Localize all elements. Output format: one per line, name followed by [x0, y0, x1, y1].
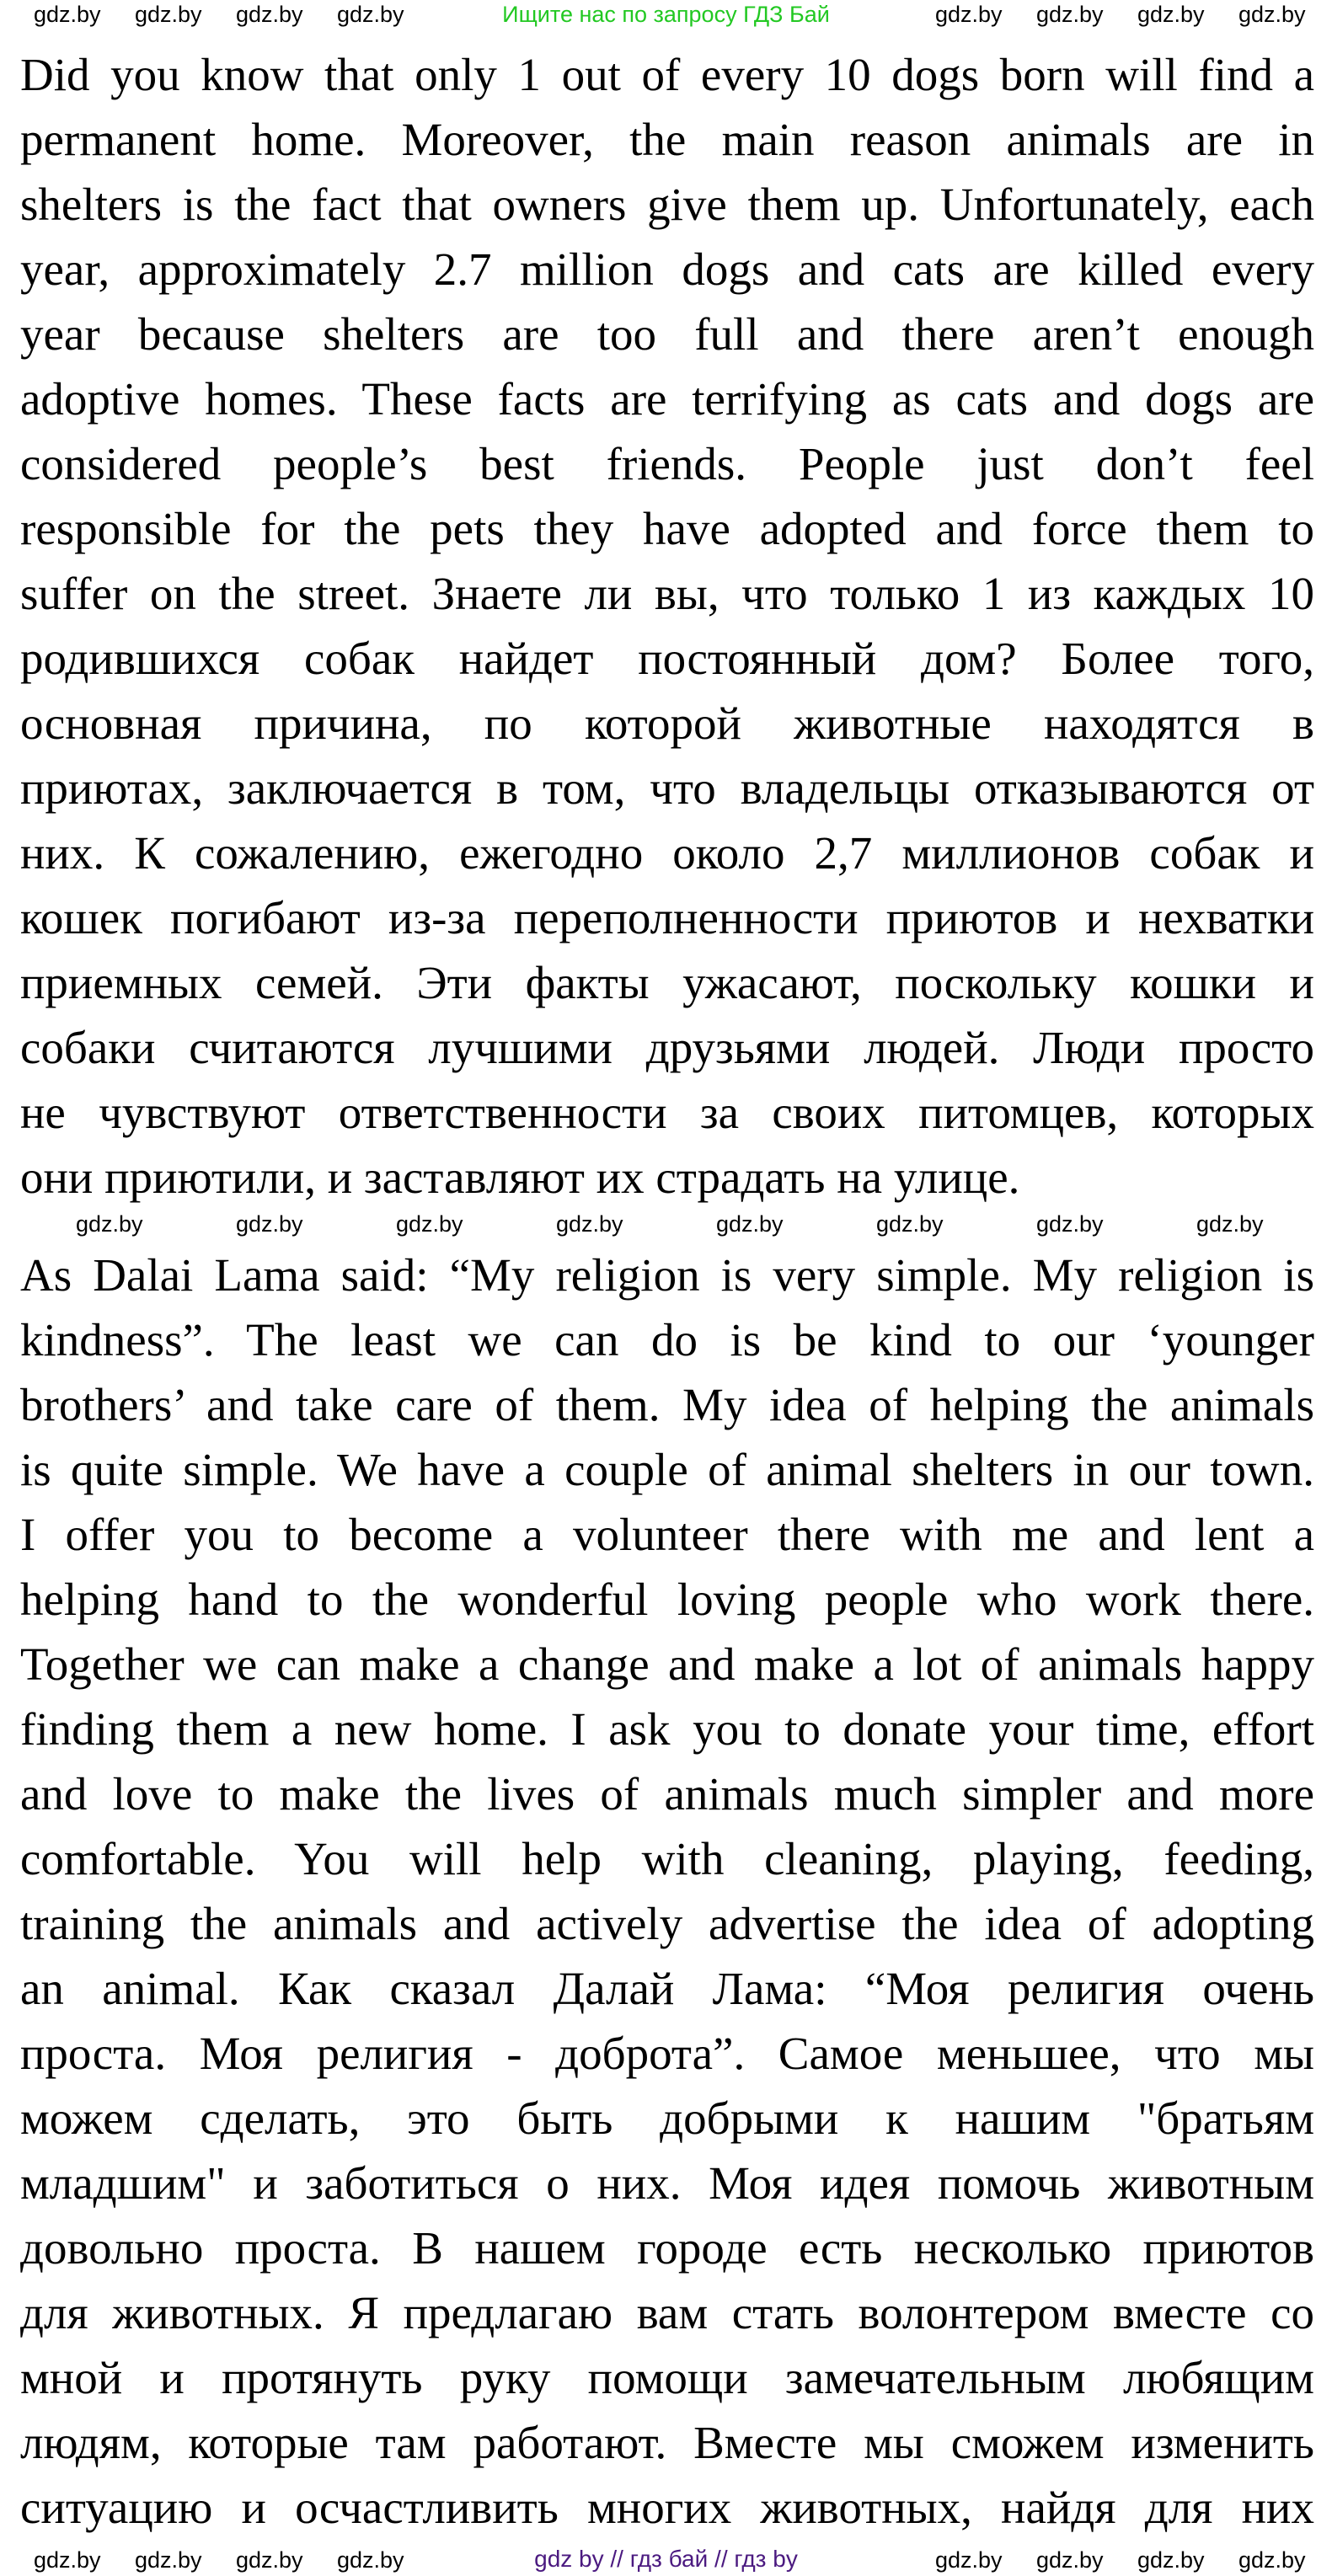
- watermark-text: gdz.by: [236, 2547, 303, 2573]
- text-line: Together we can make a change and make a lot of animals happy: [20, 1638, 1314, 1690]
- text-line: младшим" и заботиться о них. Моя идея помочь животным: [20, 2157, 1314, 2209]
- text-line: comfortable. You will help with cleaning, playing, feeding,: [20, 1833, 1314, 1884]
- text-line: shelters is the fact that owners give them up. Unfortunately, each: [20, 179, 1314, 230]
- text-line: кошек погибают из-за переполненности приютов и нехватки: [20, 892, 1314, 943]
- watermark-text: gdz.by: [1196, 1211, 1264, 1237]
- text-line: is quite simple. We have a couple of animal shelters in our town.: [20, 1444, 1314, 1495]
- text-line: training the animals and actively advertise the idea of adopting: [20, 1898, 1314, 1949]
- text-line: and love to make the lives of animals much simpler and more: [20, 1768, 1314, 1820]
- site-footer-text: gdz by // гдз бай // гдз by: [534, 2546, 798, 2572]
- watermark-text: gdz.by: [1238, 2, 1306, 27]
- watermark-text: gdz.by: [236, 1211, 303, 1237]
- watermark-text: gdz.by: [135, 2, 202, 27]
- paragraph-1: [20, 42, 1314, 1210]
- watermark-text: gdz.by: [935, 2, 1003, 27]
- watermark-text: gdz.by: [337, 2, 404, 27]
- text-line: kindness”. The least we can do is be kind to our ‘younger: [20, 1314, 1314, 1365]
- text-line: собаки считаются лучшими друзьями людей. Люди просто: [20, 1022, 1314, 1073]
- watermark-text: gdz.by: [337, 2547, 404, 2573]
- watermark-text: gdz.by: [1238, 2547, 1306, 2573]
- site-footer: [0, 2544, 1332, 2574]
- text-line: ситуацию и осчастливить многих животных, найдя для них: [20, 2482, 1314, 2533]
- text-line: permanent home. Moreover, the main reason animals are in: [20, 114, 1314, 165]
- text-line: an animal. Как сказал Далай Лама: “Моя религия очень: [20, 1963, 1314, 2014]
- text-line: finding them a new home. I ask you to donate your time, effort: [20, 1703, 1314, 1755]
- watermark-text: gdz.by: [236, 2, 303, 27]
- text-line: As Dalai Lama said: “My religion is very simple. My religion is: [20, 1249, 1314, 1301]
- watermark-text: gdz.by: [1036, 1211, 1104, 1237]
- text-line: родившихся собак найдет постоянный дом? Более того,: [20, 633, 1314, 684]
- paragraph-2: [20, 1243, 1314, 2540]
- text-line: brothers’ and take care of them. My idea of helping the animals: [20, 1379, 1314, 1430]
- text-line: responsible for the pets they have adopted and force them to: [20, 503, 1314, 554]
- text-line: Did you know that only 1 out of every 10 dogs born will find a: [20, 49, 1314, 100]
- watermark-text: gdz.by: [34, 2547, 101, 2573]
- watermark-text: gdz.by: [1137, 2, 1205, 27]
- text-line: основная причина, по которой животные находятся в: [20, 697, 1314, 749]
- text-line: них. К сожалению, ежегодно около 2,7 миллионов собак и: [20, 827, 1314, 879]
- watermark-text: gdz.by: [556, 1211, 623, 1237]
- text-line: людям, которые там работают. Вместе мы сможем изменить: [20, 2417, 1314, 2468]
- watermark-text: gdz.by: [396, 1211, 463, 1237]
- text-line: проста. Моя религия - доброта”. Самое меньшее, что мы: [20, 2028, 1314, 2079]
- watermark-text: gdz.by: [876, 1211, 944, 1237]
- text-line: suffer on the street. Знаете ли вы, что только 1 из каждых 10: [20, 568, 1314, 619]
- text-line: приемных семей. Эти факты ужасают, поскольку кошки и: [20, 957, 1314, 1008]
- text-line: adoptive homes. These facts are terrifying as cats and dogs are: [20, 373, 1314, 425]
- site-banner-text: Ищите нас по запросу ГДЗ Бай: [502, 2, 830, 27]
- watermark-text: gdz.by: [1036, 2547, 1104, 2573]
- text-line: они приютили, и заставляют их страдать на улице.: [20, 1152, 1020, 1203]
- text-line: можем сделать, это быть добрыми к нашим "братьям: [20, 2092, 1314, 2144]
- watermark-text: gdz.by: [1036, 2, 1104, 27]
- watermark-text: gdz.by: [34, 2, 101, 27]
- watermark-text: gdz.by: [716, 1211, 784, 1237]
- watermark-text: gdz.by: [76, 1211, 143, 1237]
- text-line: I offer you to become a volunteer there with me and lent a: [20, 1509, 1314, 1560]
- text-line: year, approximately 2.7 million dogs and cats are killed every: [20, 243, 1314, 295]
- watermark-text: gdz.by: [135, 2547, 202, 2573]
- text-line: year because shelters are too full and there aren’t enough: [20, 308, 1314, 360]
- text-line: для животных. Я предлагаю вам стать волонтером вместе со: [20, 2287, 1314, 2338]
- watermark-text: gdz.by: [1137, 2547, 1205, 2573]
- watermark-text: gdz.by: [935, 2547, 1003, 2573]
- text-line: не чувствуют ответственности за своих питомцев, которых: [20, 1087, 1314, 1138]
- text-line: мной и протянуть руку помощи замечательным любящим: [20, 2352, 1314, 2403]
- text-line: considered people’s best friends. People just don’t feel: [20, 438, 1314, 489]
- text-line: helping hand to the wonderful loving people who work there.: [20, 1574, 1314, 1625]
- text-line: довольно проста. В нашем городе есть несколько приютов: [20, 2222, 1314, 2274]
- text-line: приютах, заключается в том, что владельцы отказываются от: [20, 762, 1314, 814]
